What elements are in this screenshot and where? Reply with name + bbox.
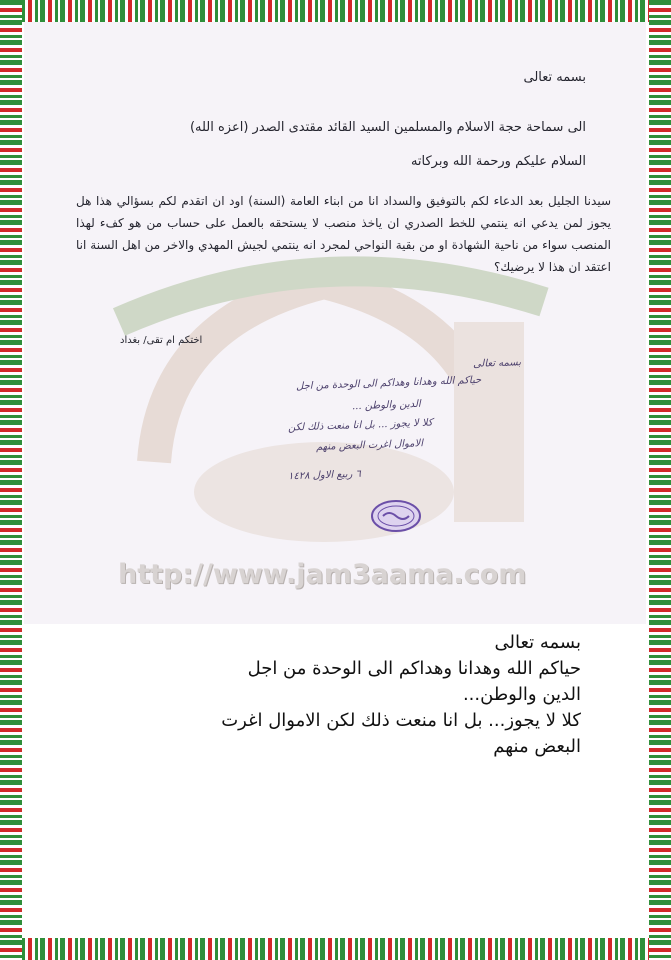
handwritten-basmala: بسمه تعالى	[472, 357, 522, 370]
transcription-line-1: بسمه تعالى	[494, 632, 581, 653]
transcription-line-4: كلا لا يجوز... بل انا منعت ذلك لكن الاموال اغرت	[221, 710, 581, 731]
decorative-border-right	[649, 0, 671, 960]
letter-sender: اختكم ام تقى/ بغداد	[120, 335, 203, 346]
handwritten-date: ٦ ربيع الاول ١٤٢٨	[287, 468, 362, 483]
handwritten-line-2: حياكم الله وهدانا وهداكم الى الوحدة من اجل	[295, 374, 482, 393]
transcription-line-3: الدين والوطن...	[462, 684, 581, 705]
decorative-border-left	[0, 0, 22, 960]
typed-transcription	[81, 630, 581, 760]
handwritten-line-3: الدين والوطن ...	[352, 398, 422, 413]
handwritten-line-4: كلا لا يجوز ... بل انا منعت ذلك لكن	[288, 417, 434, 434]
scanned-letter	[24, 22, 646, 624]
watermark-logo	[24, 22, 646, 624]
letter-greeting: السلام عليكم ورحمة الله وبركاته	[410, 154, 586, 169]
decorative-border-bottom	[0, 938, 671, 960]
transcription-line-2: حياكم الله وهدانا وهداكم الى الوحدة من اجل	[247, 658, 581, 679]
decorative-border-top	[0, 0, 671, 22]
letter-address: الى سماحة حجة الاسلام والمسلمين السيد القائد مقتدى الصدر (اعزه الله)	[189, 120, 586, 135]
handwritten-line-5: الاموال اغرت البعض منهم	[315, 438, 424, 453]
letter-basmala: بسمه تعالى	[523, 70, 586, 85]
watermark-url: http://www.jam3aama.com	[118, 559, 527, 590]
transcription-line-5: البعض منهم	[493, 736, 581, 757]
letter-body: سيدنا الجليل بعد الدعاء لكم بالتوفيق والسداد انا من ابناء العامة (السنة) اود ان اتقدم لكم بسؤالي هذا هل يجوز لمن يدعي انه ينتمي للخط الصدري ان ياخذ منصب لا يستحقه بالعمل على حساب من هو كفء لهذا المنصب سواء من ناحية الشهادة او من بقية النواحي لمجرد انه ينتمي لجيش المهدي والاخر من اهل السنة انا اعتقد ان هذا لا يرضيك؟	[76, 194, 611, 274]
seal-stamp	[371, 500, 421, 532]
